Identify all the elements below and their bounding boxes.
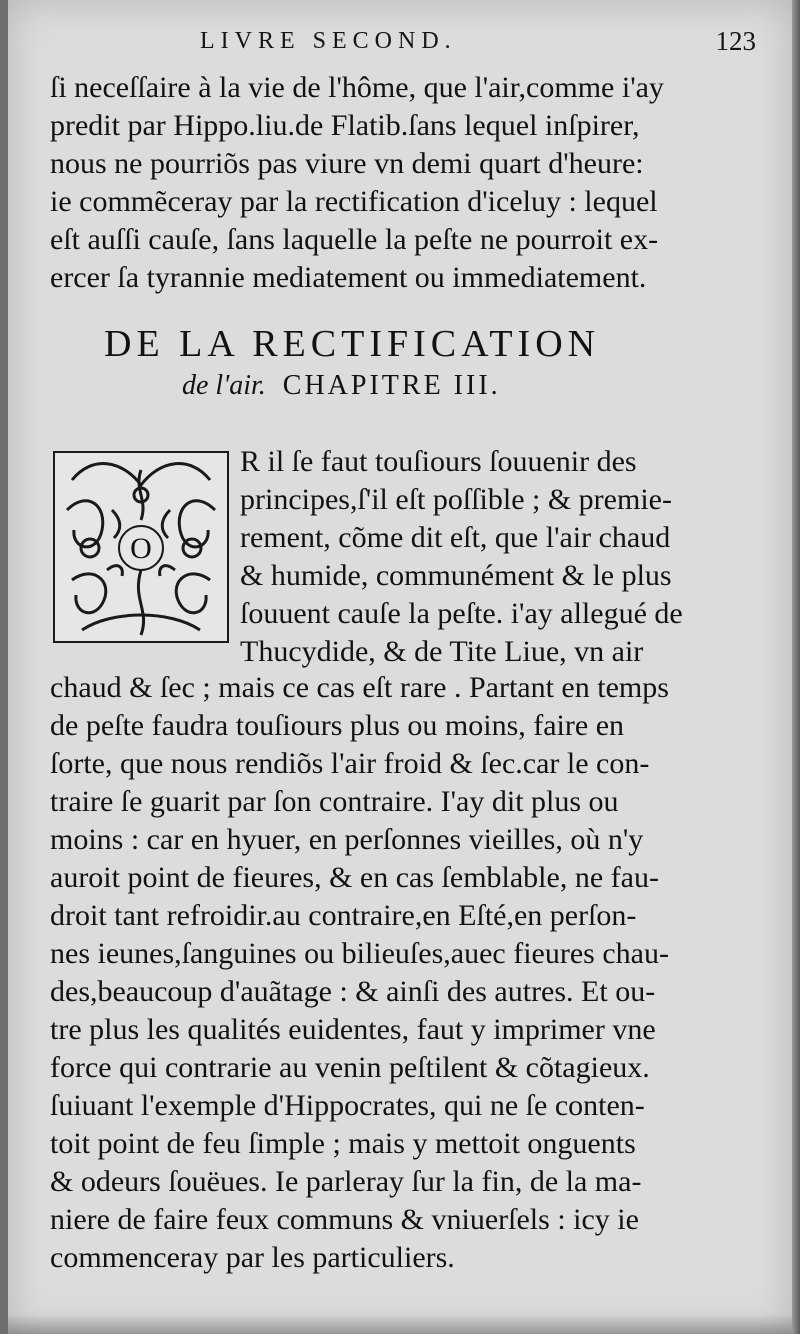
chapter-number: CHAPITRE III. <box>282 370 501 401</box>
text-line: force qui contrarie au venin peſtilent & cõtagieux. <box>50 1051 650 1084</box>
page-number: 123 <box>715 26 756 56</box>
text-line: ſuiuant l'exemple d'Hippocrates, qui ne ſe conten- <box>50 1089 645 1122</box>
text-line: nous ne pourriõs pas viure vn demi quart d'heure: <box>50 147 644 180</box>
text-line: ie commẽceray par la rectification d'iceluy : lequel <box>50 185 658 218</box>
text-line: Thucydide, & de Tite Liue, vn air <box>240 635 644 668</box>
text-line: principes,ſ'il eſt poſſible ; & premie- <box>240 483 672 516</box>
text-line: ercer ſa tyrannie mediatement ou immediatement. <box>50 261 647 294</box>
text-line: ſi neceſſaire à la vie de l'hôme, que l'air,comme i'ay <box>50 71 664 104</box>
initial-letter: O <box>130 532 152 565</box>
chapter-title: DE LA RECTIFICATION <box>104 323 601 365</box>
ornamental-initial-o-icon <box>52 450 230 644</box>
text-line: moins : car en hyuer, en perſonnes vieilles, où n'y <box>50 823 644 856</box>
text-line: ſorte, que nous rendiõs l'air froid & ſec.car le con- <box>50 747 650 780</box>
text-line: toit point de feu ſimple ; mais y mettoit onguents <box>50 1127 636 1160</box>
text-line: & humide, communément & le plus <box>240 559 672 592</box>
text-line: rement, cõme dit eſt, que l'air chaud <box>240 521 671 554</box>
text-line: droit tant refroidir.au contraire,en Eſté,en perſon- <box>50 899 637 932</box>
page-bottom-shadow <box>8 1314 792 1334</box>
text-line: eſt auſſi cauſe, ſans laquelle la peſte ne pourroit ex- <box>50 223 659 256</box>
text-line: chaud & ſec ; mais ce cas eſt rare . Partant en temps <box>50 671 669 704</box>
text-line: R il ſe faut touſiours ſouuenir des <box>240 445 637 478</box>
text-line: nes ieunes,ſanguines ou bilieuſes,auec fieures chau- <box>50 937 669 970</box>
text-line: des,beaucoup d'auãtage : & ainſi des autres. Et ou- <box>50 975 656 1008</box>
text-line: de peſte faudra touſiours plus ou moins, faire en <box>50 709 625 742</box>
page-edge <box>792 0 800 1334</box>
text-line: predit par Hippo.liu.de Flatib.ſans lequel inſpirer, <box>50 109 640 142</box>
text-line: ſouuent cauſe la peſte. i'ay allegué de <box>240 597 683 630</box>
running-head: LIVRE SECOND. <box>200 28 457 54</box>
text-line: commenceray par les particuliers. <box>50 1241 455 1274</box>
text-line: traire ſe guarit par ſon contraire. I'ay dit plus ou <box>50 785 619 818</box>
text-line: & odeurs ſouëues. Ie parleray ſur la fin, de la ma- <box>50 1165 642 1198</box>
subtitle-italic: de l'air. <box>182 370 266 401</box>
text-line: niere de faire feux communs & vniuerſels : icy ie <box>50 1203 639 1236</box>
text-line: tre plus les qualités euidentes, faut y imprimer vne <box>50 1013 656 1046</box>
chapter-subtitle <box>182 370 501 402</box>
text-line: auroit point de fieures, & en cas ſemblable, ne fau- <box>50 861 659 894</box>
